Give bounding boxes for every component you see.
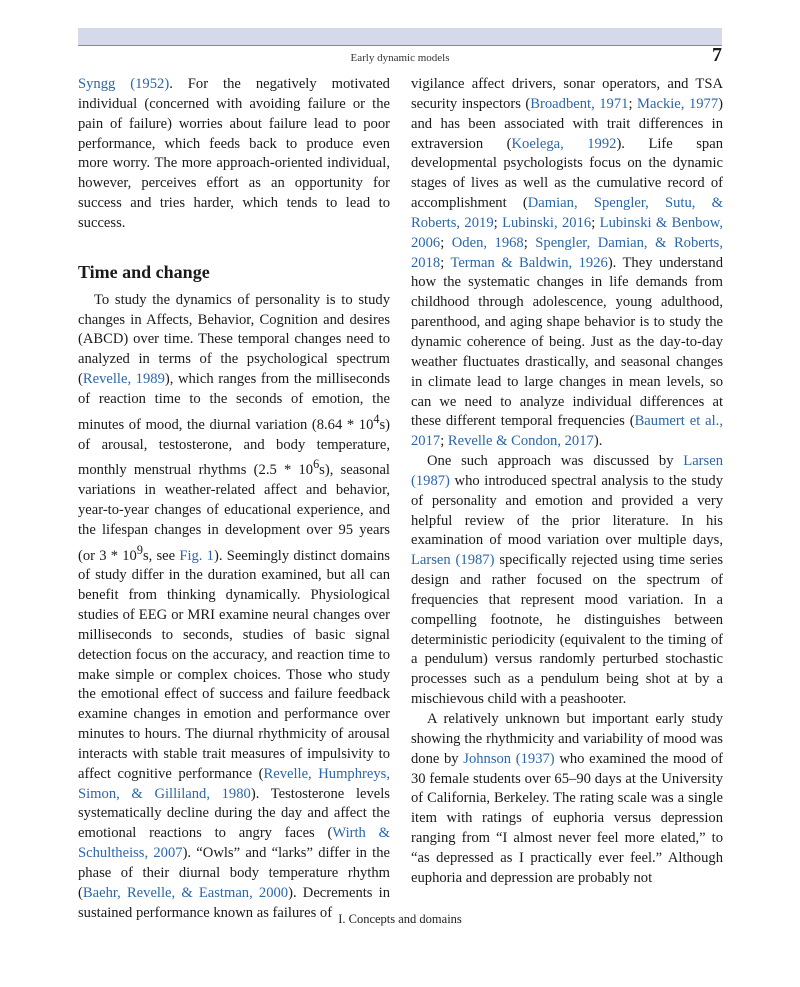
citation-link[interactable]: Wirth & Schultheiss, 2007 [78, 825, 390, 862]
text-run: who examined the mood of 30 female students over 65–90 days at the University of California, Berkeley. The rating scale was a single item with ratings of euphoria versus depression ranging from “I almost never feel more elated,” to “as depressed as I practically ever feel.” Although euphoria and depression are probably not [411, 750, 723, 886]
citation-link[interactable]: Baumert et al., 2017 [411, 413, 723, 450]
paragraph [78, 75, 390, 234]
text-run: who introduced spectral analysis to the study of personality and emotion and provided a very helpful review of the prior literature. In his examination of mood variation over multiple days, [411, 472, 723, 549]
text-run: ). [593, 433, 603, 450]
text-run: ). Testosterone levels systematically decline during the day and affect the emotional reactions to angry faces ( [78, 785, 390, 842]
header-band [78, 28, 722, 45]
section-title: Time and change [78, 261, 210, 282]
text-run: s) of arousal, testosterone, and body temperature, monthly menstrual rhythms (2.5 * 10 [78, 416, 390, 479]
text-run: A relatively unknown but important early study showing the rhythmicity and variability of mood was done by [411, 711, 723, 767]
citation-link[interactable]: Damian, Spengler, Sutu, & Roberts, 2019 [411, 195, 724, 231]
text-run: s), seasonal variations in weather-related affect and behavior, year-to-year changes of educational experience, and the lifespan changes in development over 95 years (or 3 * 10 [78, 462, 390, 564]
text-run: ). “Owls” and “larks” differ in the phase of their diurnal body temperature rhythm ( [78, 845, 390, 901]
paragraph [411, 710, 723, 889]
text-run: s, see [142, 547, 180, 564]
citation-link[interactable]: Johnson (1937) [463, 750, 555, 767]
text-run: ), which ranges from the milliseconds of reaction time to the seconds of emotion, the minutes of mood, the diurnal variation (8.64 * 10 [78, 371, 390, 433]
citation-link[interactable]: Broadbent, 1971 [530, 95, 629, 112]
text-run: ). They understand how the systematic changes in life demands from childhood through adolescence, young adulthood, parenthood, and aging shape behavior is to study the dynamic coherence of being. Just as the day-to-day weather fluctuates drastically, and seasonal changes in climate lead to large changes in mean levels, so can we need to analyze individual differences at these different temporal frequencies ( [411, 254, 723, 430]
citation-link[interactable]: Fig. 1 [179, 547, 214, 564]
citation-link[interactable]: Koelega, 1992 [511, 135, 617, 152]
left-column [78, 75, 390, 923]
citation-link[interactable]: Spengler, Damian, & Roberts, 2018 [411, 234, 723, 271]
citation-link[interactable]: Lubinski & Benbow, 2006 [411, 214, 724, 251]
text-run: ; [628, 95, 638, 112]
text-run: ). Life span developmental psychologists focus on the dynamic stages of lives as well as the cumulative record of accomplishment ( [411, 135, 723, 212]
paragraph [411, 75, 723, 452]
right-column [411, 75, 723, 889]
text-run: vigilance affect drivers, sonar operators, and TSA security inspectors ( [411, 76, 723, 112]
text-run: ; [523, 234, 536, 251]
text-run: ). Decrements in sustained performance known as failures of [78, 884, 390, 921]
citation-link[interactable]: Baehr, Revelle, & Eastman, 2000 [82, 884, 289, 901]
paragraph [411, 452, 723, 710]
page-number: 7 [712, 44, 722, 66]
citation-link[interactable]: Oden, 1968 [451, 234, 524, 251]
text-run: ). Seemingly distinct domains of study differ in the duration examined, but all can benefit from thinking dynamically. Physiological studies of EEG or MRI examine neural changes over milliseconds to seconds, studies of basic signal detection focus on the accuracy, and reaction time to make simple or complex choices. Those who study the emotional effect of success and failure feedback examine changes in emotion and performance over minutes to hours. The diurnal rhythmicity of arousal interacts with stable trait measures of impulsivity to affect cognitive performance ( [78, 547, 390, 782]
exponent: 4 [373, 411, 380, 426]
text-run: ; [440, 254, 451, 271]
text-run: specifically rejected using time series design and rather focused on the spectrum of frequencies that represent mood variation. In a compelling footnote, he distinguishes between deterministic periodicity (equivalent to the timing of a pendulum) versus randomly perturbed stochastic processes such as a pendulum being shot at by a mischievous child with a peashooter. [411, 552, 723, 708]
running-head: Early dynamic models [350, 52, 450, 64]
paragraph [78, 291, 390, 924]
citation-link[interactable]: Revelle, 1989 [82, 371, 165, 388]
citation-link[interactable]: Revelle & Condon, 2017 [447, 433, 594, 450]
citation-link[interactable]: Larsen (1987) [411, 453, 723, 489]
text-run: One such approach was discussed by [427, 453, 684, 470]
text-run: ) and has been associated with trait differences in extraversion ( [411, 95, 724, 152]
header-rule [78, 45, 722, 46]
exponent: 9 [136, 542, 143, 557]
text-run: ; [493, 214, 503, 231]
citation-link[interactable]: Lubinski, 2016 [502, 214, 592, 231]
text-run: ; [440, 433, 448, 450]
exponent: 6 [313, 457, 320, 472]
footer-part-title: I. Concepts and domains [338, 912, 462, 926]
citation-link[interactable]: Syngg (1952) [78, 76, 170, 92]
citation-link[interactable]: Larsen (1987) [411, 552, 495, 569]
text-run: ; [591, 214, 600, 231]
text-run: To study the dynamics of personality is to study changes in Affects, Behavior, Cognition and desires (ABCD) over time. These temporal changes need to analyzed in terms of the psychological spectrum ( [78, 291, 390, 388]
text-run: ; [440, 234, 452, 251]
citation-link[interactable]: Terman & Baldwin, 1926 [450, 254, 608, 271]
citation-link[interactable]: Mackie, 1977 [637, 95, 719, 112]
text-run: . For the negatively motivated individual (concerned with avoiding failure or the pain of failure) worries about failure lead to poor performance, which feeds back to produce even more worry. The more approach-oriented individual, however, perceives effort as an opportunity for success and tries harder, which tends to lead to success. [78, 76, 390, 231]
citation-link[interactable]: Revelle, Humphreys, Simon, & Gilliland, 1980 [78, 765, 390, 802]
